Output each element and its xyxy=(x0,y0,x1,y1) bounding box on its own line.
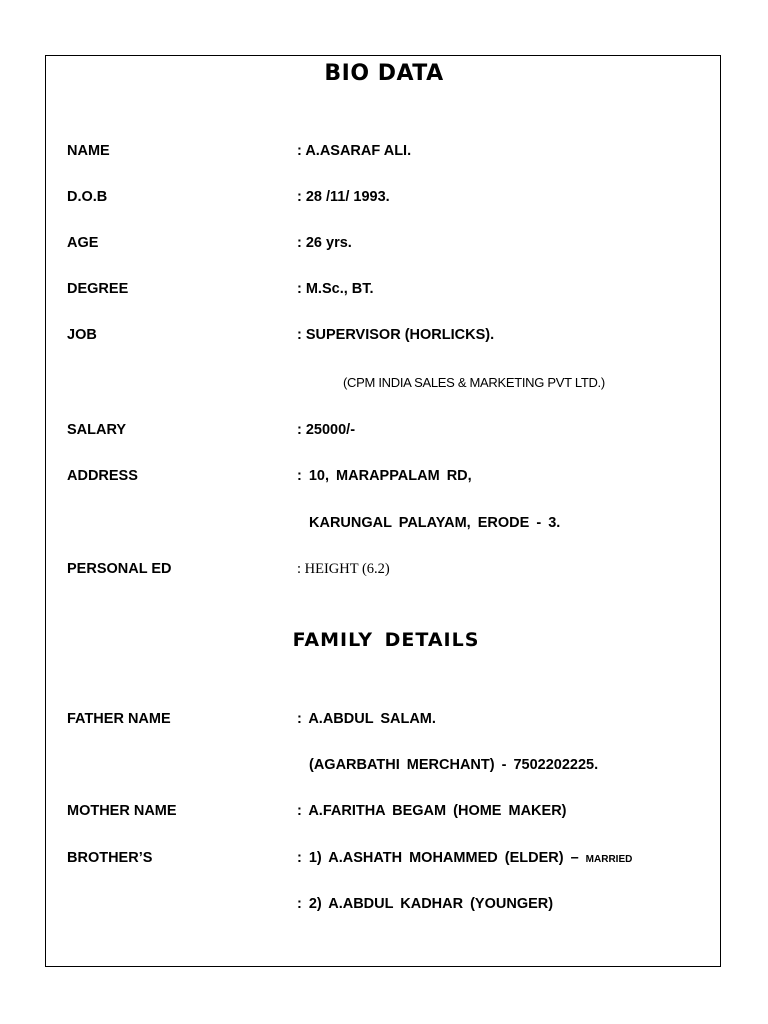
age-label: AGE xyxy=(67,235,99,251)
job-label: JOB xyxy=(67,327,97,343)
mother-value: : A.FARITHA BEGAM (HOME MAKER) xyxy=(297,803,567,819)
page-title: BIO DATA xyxy=(324,61,444,86)
address-line2: KARUNGAL PALAYAM, ERODE - 3. xyxy=(309,515,561,531)
brother-line1 xyxy=(297,849,632,869)
father-label: FATHER NAME xyxy=(67,711,171,727)
name-value: : A.ASARAF ALI. xyxy=(297,143,412,159)
salary-value: : 25000/- xyxy=(297,422,356,438)
brother-married-status: MARRIED xyxy=(585,854,633,865)
dob-label: D.O.B xyxy=(67,189,108,205)
address-line1: : 10, MARAPPALAM RD, xyxy=(297,468,472,484)
age-value: : 26 yrs. xyxy=(297,235,352,251)
father-line1: : A.ABDUL SALAM. xyxy=(297,711,436,727)
job-value: : SUPERVISOR (HORLICKS). xyxy=(297,327,495,343)
name-label: NAME xyxy=(67,143,110,159)
job-company-note: (CPM INDIA SALES & MARKETING PVT LTD.) xyxy=(343,375,605,390)
brother-line1-text: : 1) A.ASHATH MOHAMMED (ELDER) – xyxy=(297,850,586,866)
brothers-label: BROTHER’S xyxy=(67,850,153,866)
brother-line2: : 2) A.ABDUL KADHAR (YOUNGER) xyxy=(297,896,554,912)
degree-label: DEGREE xyxy=(67,281,129,297)
family-details-title: FAMILY DETAILS xyxy=(292,629,480,651)
personal-label: PERSONAL ED xyxy=(67,561,172,577)
degree-value: : M.Sc., BT. xyxy=(297,281,374,297)
dob-value: : 28 /11/ 1993. xyxy=(297,189,390,205)
salary-label: SALARY xyxy=(67,422,127,438)
mother-label: MOTHER NAME xyxy=(67,803,177,819)
address-label: ADDRESS xyxy=(67,468,138,484)
father-line2: (AGARBATHI MERCHANT) - 7502202225. xyxy=(309,757,599,773)
personal-value: : HEIGHT (6.2) xyxy=(297,561,390,577)
